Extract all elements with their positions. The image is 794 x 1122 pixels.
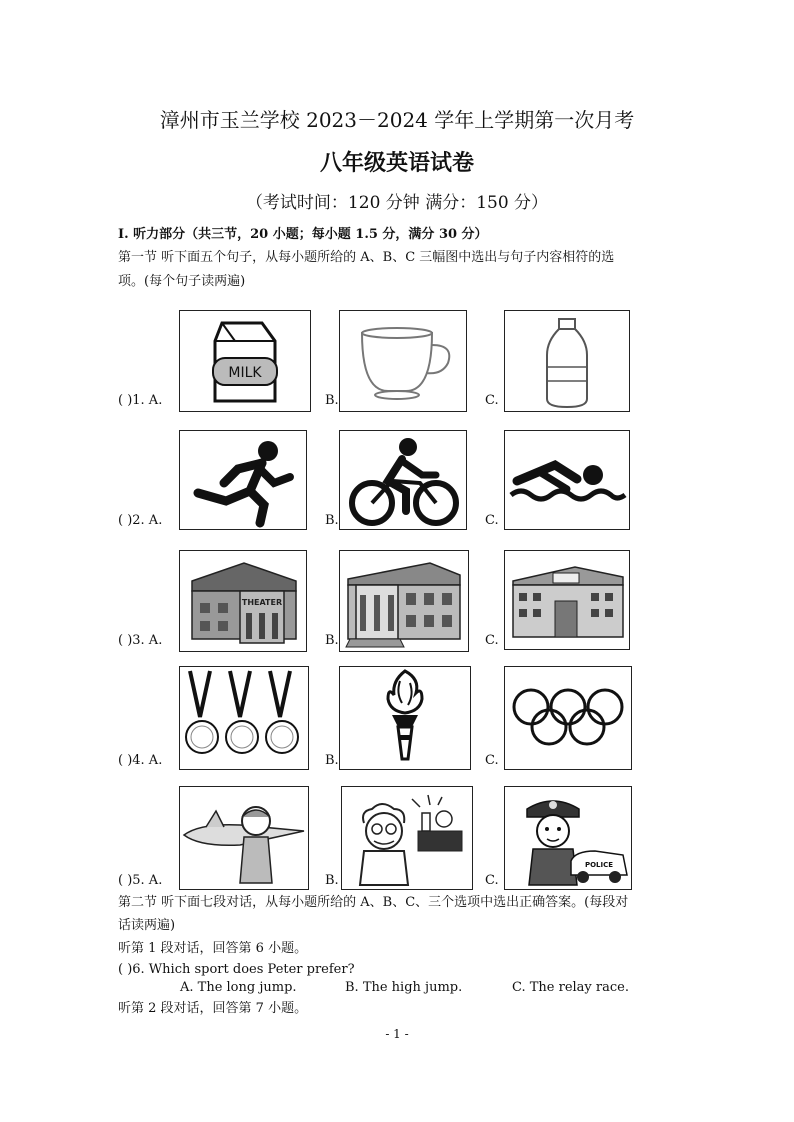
question-6: ( )6. Which sport does Peter prefer? xyxy=(118,962,355,977)
q3-option-b-library-building xyxy=(339,550,469,652)
q1-c-label: C. xyxy=(485,393,499,408)
q6-option-b: B. The high jump. xyxy=(345,980,463,995)
q5-option-a-pilot xyxy=(179,786,309,890)
question-1-label: ( )1. A. xyxy=(118,393,163,408)
part2-instructions-line2: 话读两遍) xyxy=(118,918,176,933)
exam-info: （考试时间：120 分钟 满分：150 分） xyxy=(245,193,549,213)
q4-b-label: B. xyxy=(325,753,339,768)
section-heading: I. 听力部分（共三节，20 小题；每小题 1.5 分，满分 30 分） xyxy=(118,227,488,242)
question-3-label: ( )3. A. xyxy=(118,633,163,648)
q4-c-label: C. xyxy=(485,753,499,768)
question-4-label: ( )4. A. xyxy=(118,753,163,768)
q3-c-label: C. xyxy=(485,633,499,648)
q3-option-a-theater-building xyxy=(179,550,307,652)
exam-title: 漳州市玉兰学校 2023－2024 学年上学期第一次月考 xyxy=(159,108,635,132)
q3-b-label: B. xyxy=(325,633,339,648)
part1-instructions-line1: 第一节 听下面五个句子，从每小题所给的 A、B、C 三幅图中选出与句子内容相符的选 xyxy=(118,250,615,265)
q2-c-label: C. xyxy=(485,513,499,528)
question-5-label: ( )5. A. xyxy=(118,873,163,888)
q2-b-label: B. xyxy=(325,513,339,528)
q2-option-b-cycling-icon xyxy=(339,430,467,530)
part1-instructions-line2: 项。(每个句子读两遍) xyxy=(118,274,246,289)
question-2-label: ( )2. A. xyxy=(118,513,163,528)
q5-option-c-policeman xyxy=(504,786,632,890)
svg-text:THEATER: THEATER xyxy=(241,598,283,607)
q1-option-c-water-bottle xyxy=(504,310,630,412)
q2-option-c-swimming-icon xyxy=(504,430,630,530)
q5-c-label: C. xyxy=(485,873,499,888)
dialogue-2-instruction: 听第 2 段对话，回答第 7 小题。 xyxy=(118,1001,308,1016)
exam-subtitle: 八年级英语试卷 xyxy=(319,150,474,176)
svg-text:POLICE: POLICE xyxy=(584,861,614,869)
q4-option-c-olympic-rings xyxy=(504,666,632,770)
q4-option-b-torch xyxy=(339,666,471,770)
q5-b-label: B. xyxy=(325,873,339,888)
q6-option-a: A. The long jump. xyxy=(180,980,297,995)
page-number: - 1 - xyxy=(385,1027,409,1041)
q2-option-a-running-icon xyxy=(179,430,307,530)
q3-option-c-school-building xyxy=(504,550,630,650)
q5-option-b-scientist xyxy=(341,786,473,890)
q1-b-label: B. xyxy=(325,393,339,408)
q6-option-c: C. The relay race. xyxy=(512,980,629,995)
q4-option-a-medals xyxy=(179,666,309,770)
svg-text:MILK: MILK xyxy=(228,365,262,381)
part2-instructions-line1: 第二节 听下面七段对话，从每小题所给的 A、B、C、三个选项中选出正确答案。(每段对 xyxy=(118,895,629,910)
dialogue-1-instruction: 听第 1 段对话，回答第 6 小题。 xyxy=(118,941,308,956)
q1-option-a-milk-carton xyxy=(179,310,311,412)
q1-option-b-teacup xyxy=(339,310,467,412)
